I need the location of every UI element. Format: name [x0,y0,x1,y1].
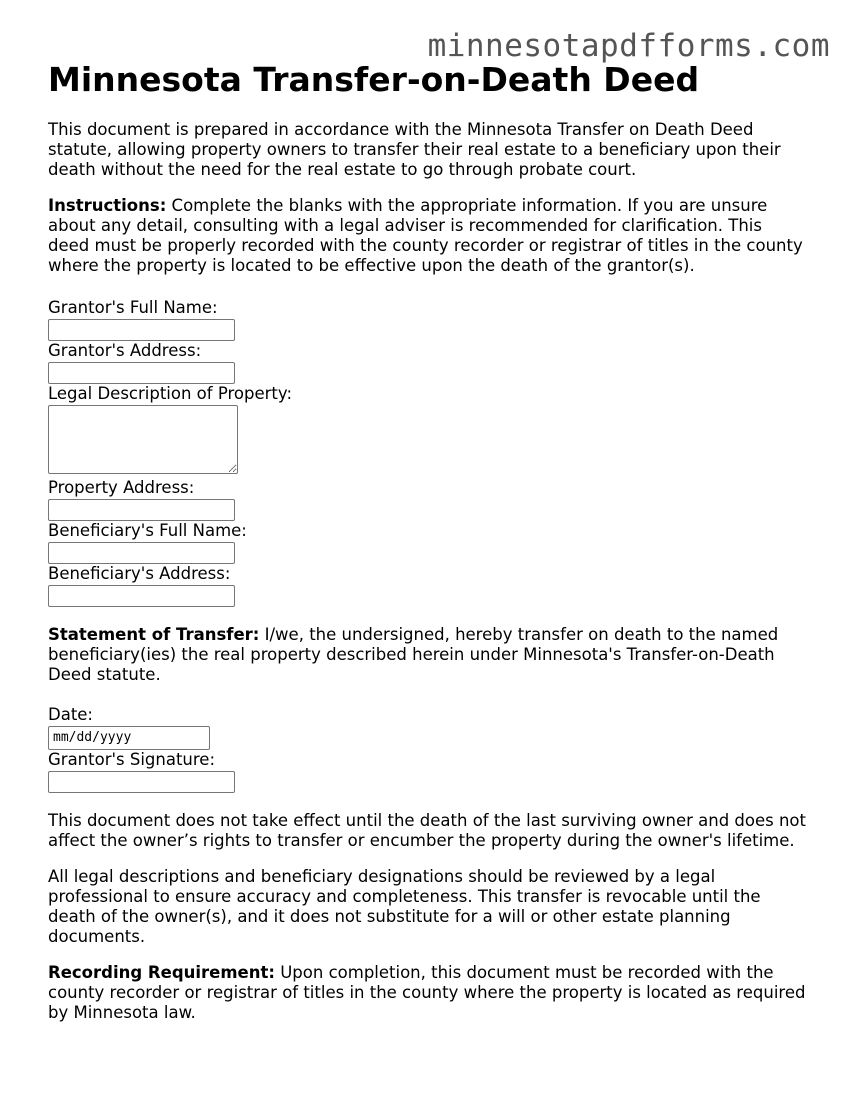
page-title: Minnesota Transfer-on-Death Deed [48,60,700,99]
grantor-name-input[interactable] [48,319,235,341]
grantor-name-label: Grantor's Full Name: [48,298,218,317]
intro-paragraph: This document is prepared in accordance with the Minnesota Transfer on Death Deed statute, allowing property owners to transfer their real estate to a beneficiary upon their death without the need for the real estate to go through probate court. [48,120,781,179]
review-note-paragraph: All legal descriptions and beneficiary designations should be reviewed by a legal professional to ensure accuracy and completeness. This transfer is revocable until the death of the owner(s), and it does not substitute for a will or other estate planning documents. [48,867,761,946]
statement-heading: Statement of Transfer: [48,625,260,644]
legal-description-label: Legal Description of Property: [48,384,293,403]
recording-heading: Recording Requirement: [48,963,275,982]
instructions-text: Complete the blanks with the appropriate information. If you are unsure about any detail, consulting with a legal adviser is recommended for clarification. This deed must be properly recorded with the county recorder or registrar of titles in the county where the property is located to be effective upon the death of the grantor(s). [48,196,803,275]
deed-form [48,60,808,1039]
beneficiary-name-input[interactable] [48,542,235,564]
instructions-heading: Instructions: [48,196,167,215]
beneficiary-address-label: Beneficiary's Address: [48,564,231,583]
site-watermark: minnesotapdfforms.com [427,28,830,64]
property-address-input[interactable] [48,499,235,521]
grantor-address-input[interactable] [48,362,235,384]
grantor-section [48,298,808,607]
signature-section [48,705,808,793]
property-address-label: Property Address: [48,478,195,497]
beneficiary-address-input[interactable] [48,585,235,607]
grantor-signature-input[interactable] [48,771,235,793]
grantor-signature-label: Grantor's Signature: [48,750,216,769]
date-label: Date: [48,705,93,724]
statement-paragraph [48,625,808,685]
beneficiary-name-label: Beneficiary's Full Name: [48,521,247,540]
legal-description-textarea[interactable] [48,405,238,474]
grantor-address-label: Grantor's Address: [48,341,202,360]
recording-paragraph [48,963,808,1023]
date-input[interactable]: mm/dd/yyyy [48,726,210,750]
statement-text: I/we, the undersigned, hereby transfer on death to the named beneficiary(ies) the real property described herein under Minnesota's Transfer-on-Death Deed statute. [48,625,779,684]
instructions-paragraph [48,196,808,276]
recording-text: Upon completion, this document must be recorded with the county recorder or registrar of titles in the county where the property is located as required by Minnesota law. [48,963,806,1022]
effect-note-paragraph: This document does not take effect until the death of the last surviving owner and does not affect the owner’s rights to transfer or encumber the property during the owner's lifetime. [48,811,807,850]
